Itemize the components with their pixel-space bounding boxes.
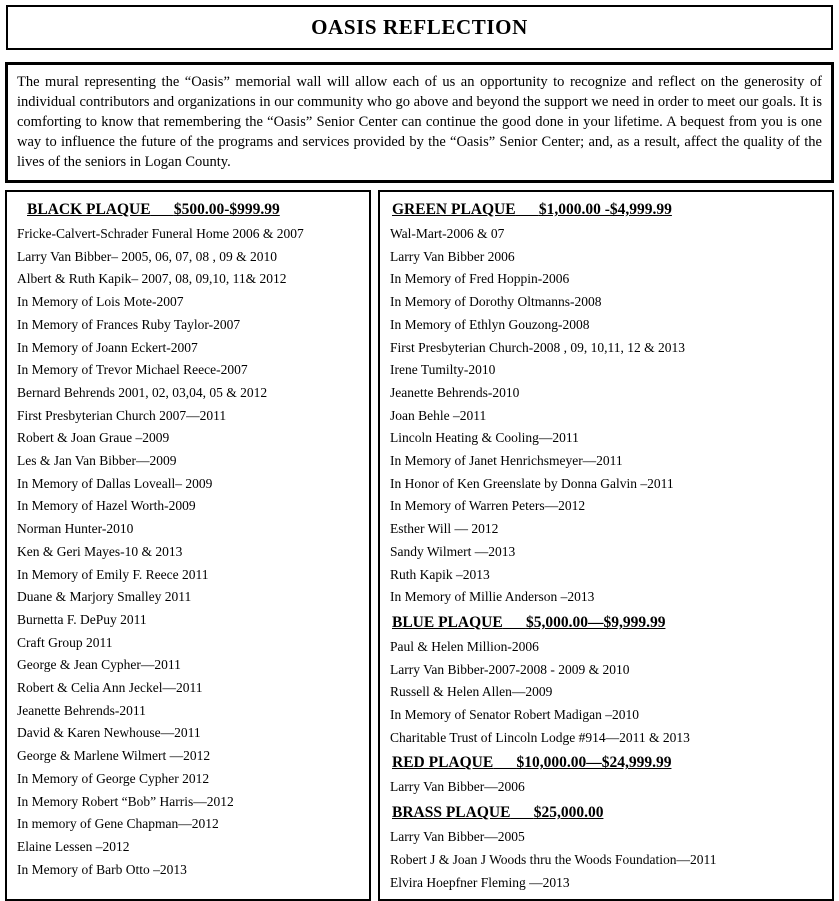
donor-entry: Larry Van Bibber-2007-2008 - 2009 & 2010 [390, 661, 630, 677]
donor-entry: Larry Van Bibber– 2005, 06, 07, 08 , 09 & 2010 [17, 248, 277, 264]
donor-entry: Albert & Ruth Kapik– 2007, 08, 09,10, 11& 2012 [17, 271, 287, 287]
heading-spacer [151, 201, 174, 218]
intro-box [5, 62, 834, 183]
plaque-range-label: $10,000.00—$24,999.99 [516, 754, 672, 772]
donor-entry: In Memory of Lois Mote-2007 [17, 294, 184, 310]
plaque-columns [5, 190, 834, 901]
donor-entry: Duane & Marjory Smalley 2011 [17, 589, 192, 605]
plaque-heading-green-plaque [387, 197, 826, 223]
donor-entry: In memory of Gene Chapman—2012 [17, 816, 219, 832]
donor-entry: Lincoln Heating & Cooling—2011 [390, 430, 579, 446]
right-column [378, 190, 834, 901]
donor-entry: In Memory Robert “Bob” Harris—2012 [17, 793, 234, 809]
donor-entry: Larry Van Bibber—2006 [390, 779, 525, 795]
donor-entry: Les & Jan Van Bibber—2009 [17, 453, 177, 469]
plaque-heading-label: GREEN PLAQUE [392, 201, 516, 218]
donor-entry: Elvira Hoepfner Fleming —2013 [390, 874, 570, 890]
donor-entry: Burnetta F. DePuy 2011 [17, 611, 147, 627]
donor-entry: Robert & Celia Ann Jeckel—2011 [17, 680, 203, 696]
plaque-heading-label: BRASS PLAQUE [392, 804, 511, 822]
plaque-heading-label: BLUE PLAQUE [392, 613, 503, 631]
heading-spacer [503, 614, 526, 631]
donor-entry: George & Marlene Wilmert —2012 [17, 748, 211, 764]
donor-entry: Charitable Trust of Lincoln Lodge #914—2011 & 2013 [390, 729, 690, 745]
donor-entry: In Memory of Ethlyn Gouzong-2008 [390, 316, 590, 332]
donor-entry: Joan Behle –2011 [390, 407, 487, 423]
donor-entry: Craft Group 2011 [17, 634, 113, 650]
heading-spacer [493, 754, 516, 771]
donor-entry: Fricke-Calvert-Schrader Funeral Home 2006 & 2007 [17, 226, 304, 241]
donor-entry: In Memory of Fred Hoppin-2006 [390, 271, 570, 287]
plaque-heading-label: BLACK PLAQUE [27, 201, 151, 218]
donor-entry: Sandy Wilmert —2013 [390, 543, 516, 559]
donor-entry: Jeanette Behrends-2011 [17, 702, 146, 718]
donor-entry: Russell & Helen Allen—2009 [390, 684, 553, 700]
donor-entry: Esther Will — 2012 [390, 521, 499, 537]
donor-entry: In Memory of Frances Ruby Taylor-2007 [17, 316, 241, 332]
heading-spacer [516, 201, 539, 218]
page-title: OASIS REFLECTION [311, 15, 528, 39]
donor-entry: Robert J & Joan J Woods thru the Woods Foundation—2011 [390, 851, 717, 867]
heading-spacer [510, 804, 533, 821]
donor-entry: Irene Tumilty-2010 [390, 362, 496, 378]
donor-entry: In Memory of Dorothy Oltmanns-2008 [390, 294, 602, 310]
donor-entry: In Memory of Hazel Worth-2009 [17, 498, 196, 514]
intro-paragraph: The mural representing the “Oasis” memorial wall will allow each of us an opportunity to recognize and reflect on the generosity of individual contributors and organizations in our community who go above and beyond the support we need in order to meet our goals. It is comforting to know that remembering the “Oasis” Senior Center can continue the good done in your lifetime. A bequest from you is one way to influence the future of the programs and services provided by the “Oasis” Senior Center; and, as a result, affect the quality of the lives of the seniors in Logan County. [17, 74, 822, 170]
donor-entry: In Memory of Joann Eckert-2007 [17, 339, 198, 355]
donor-entry: Norman Hunter-2010 [17, 521, 134, 537]
donor-entry: Paul & Helen Million-2006 [390, 638, 539, 654]
donor-entry: Robert & Joan Graue –2009 [17, 430, 170, 446]
donor-entry: In Honor of Ken Greenslate by Donna Galvin –2011 [390, 475, 674, 491]
donor-entry: Elaine Lessen –2012 [17, 838, 130, 854]
donor-entry: George & Jean Cypher—2011 [17, 657, 181, 673]
donor-entry: First Presbyterian Church-2008 , 09, 10,11, 12 & 2013 [390, 339, 685, 355]
plaque-heading-black-plaque [14, 197, 363, 223]
plaque-range-label: $1,000.00 -$4,999.99 [538, 201, 672, 218]
left-column [5, 190, 371, 901]
donor-entry: In Memory of Trevor Michael Reece-2007 [17, 362, 248, 378]
plaque-heading-red-plaque [387, 750, 826, 776]
donor-entry: Ruth Kapik –2013 [390, 566, 490, 582]
donor-entry: In Memory of Dallas Loveall– 2009 [17, 475, 213, 491]
plaque-heading-brass-plaque [387, 800, 826, 826]
plaque-heading-label: RED PLAQUE [392, 754, 494, 772]
donor-entry: Larry Van Bibber 2006 [390, 248, 515, 264]
donor-entry: David & Karen Newhouse—2011 [17, 725, 201, 741]
donor-entry: Bernard Behrends 2001, 02, 03,04, 05 & 2012 [17, 384, 268, 400]
donor-entry: In Memory of Senator Robert Madigan –2010 [390, 707, 639, 723]
donor-entry: In Memory of Millie Anderson –2013 [390, 589, 595, 605]
donor-entry: Jeanette Behrends-2010 [390, 384, 520, 400]
donor-entry: In Memory of Janet Henrichsmeyer—2011 [390, 453, 623, 469]
plaque-range-label: $25,000.00 [533, 804, 604, 822]
donor-entry: In Memory of Warren Peters—2012 [390, 498, 586, 514]
plaque-heading-blue-plaque [387, 610, 826, 636]
donor-entry: Larry Van Bibber—2005 [390, 829, 525, 845]
donor-entry: Ken & Geri Mayes-10 & 2013 [17, 543, 183, 559]
donor-entry: Wal-Mart-2006 & 07 [390, 226, 505, 241]
donor-entry: In Memory of George Cypher 2012 [17, 770, 210, 786]
plaque-range-label: $5,000.00—$9,999.99 [525, 613, 666, 631]
donor-entry: First Presbyterian Church 2007—2011 [17, 407, 227, 423]
donor-entry: In Memory of Barb Otto –2013 [17, 861, 187, 877]
title-box [6, 5, 833, 50]
plaque-range-label: $500.00-$999.99 [173, 201, 280, 218]
donor-entry: In Memory of Emily F. Reece 2011 [17, 566, 209, 582]
